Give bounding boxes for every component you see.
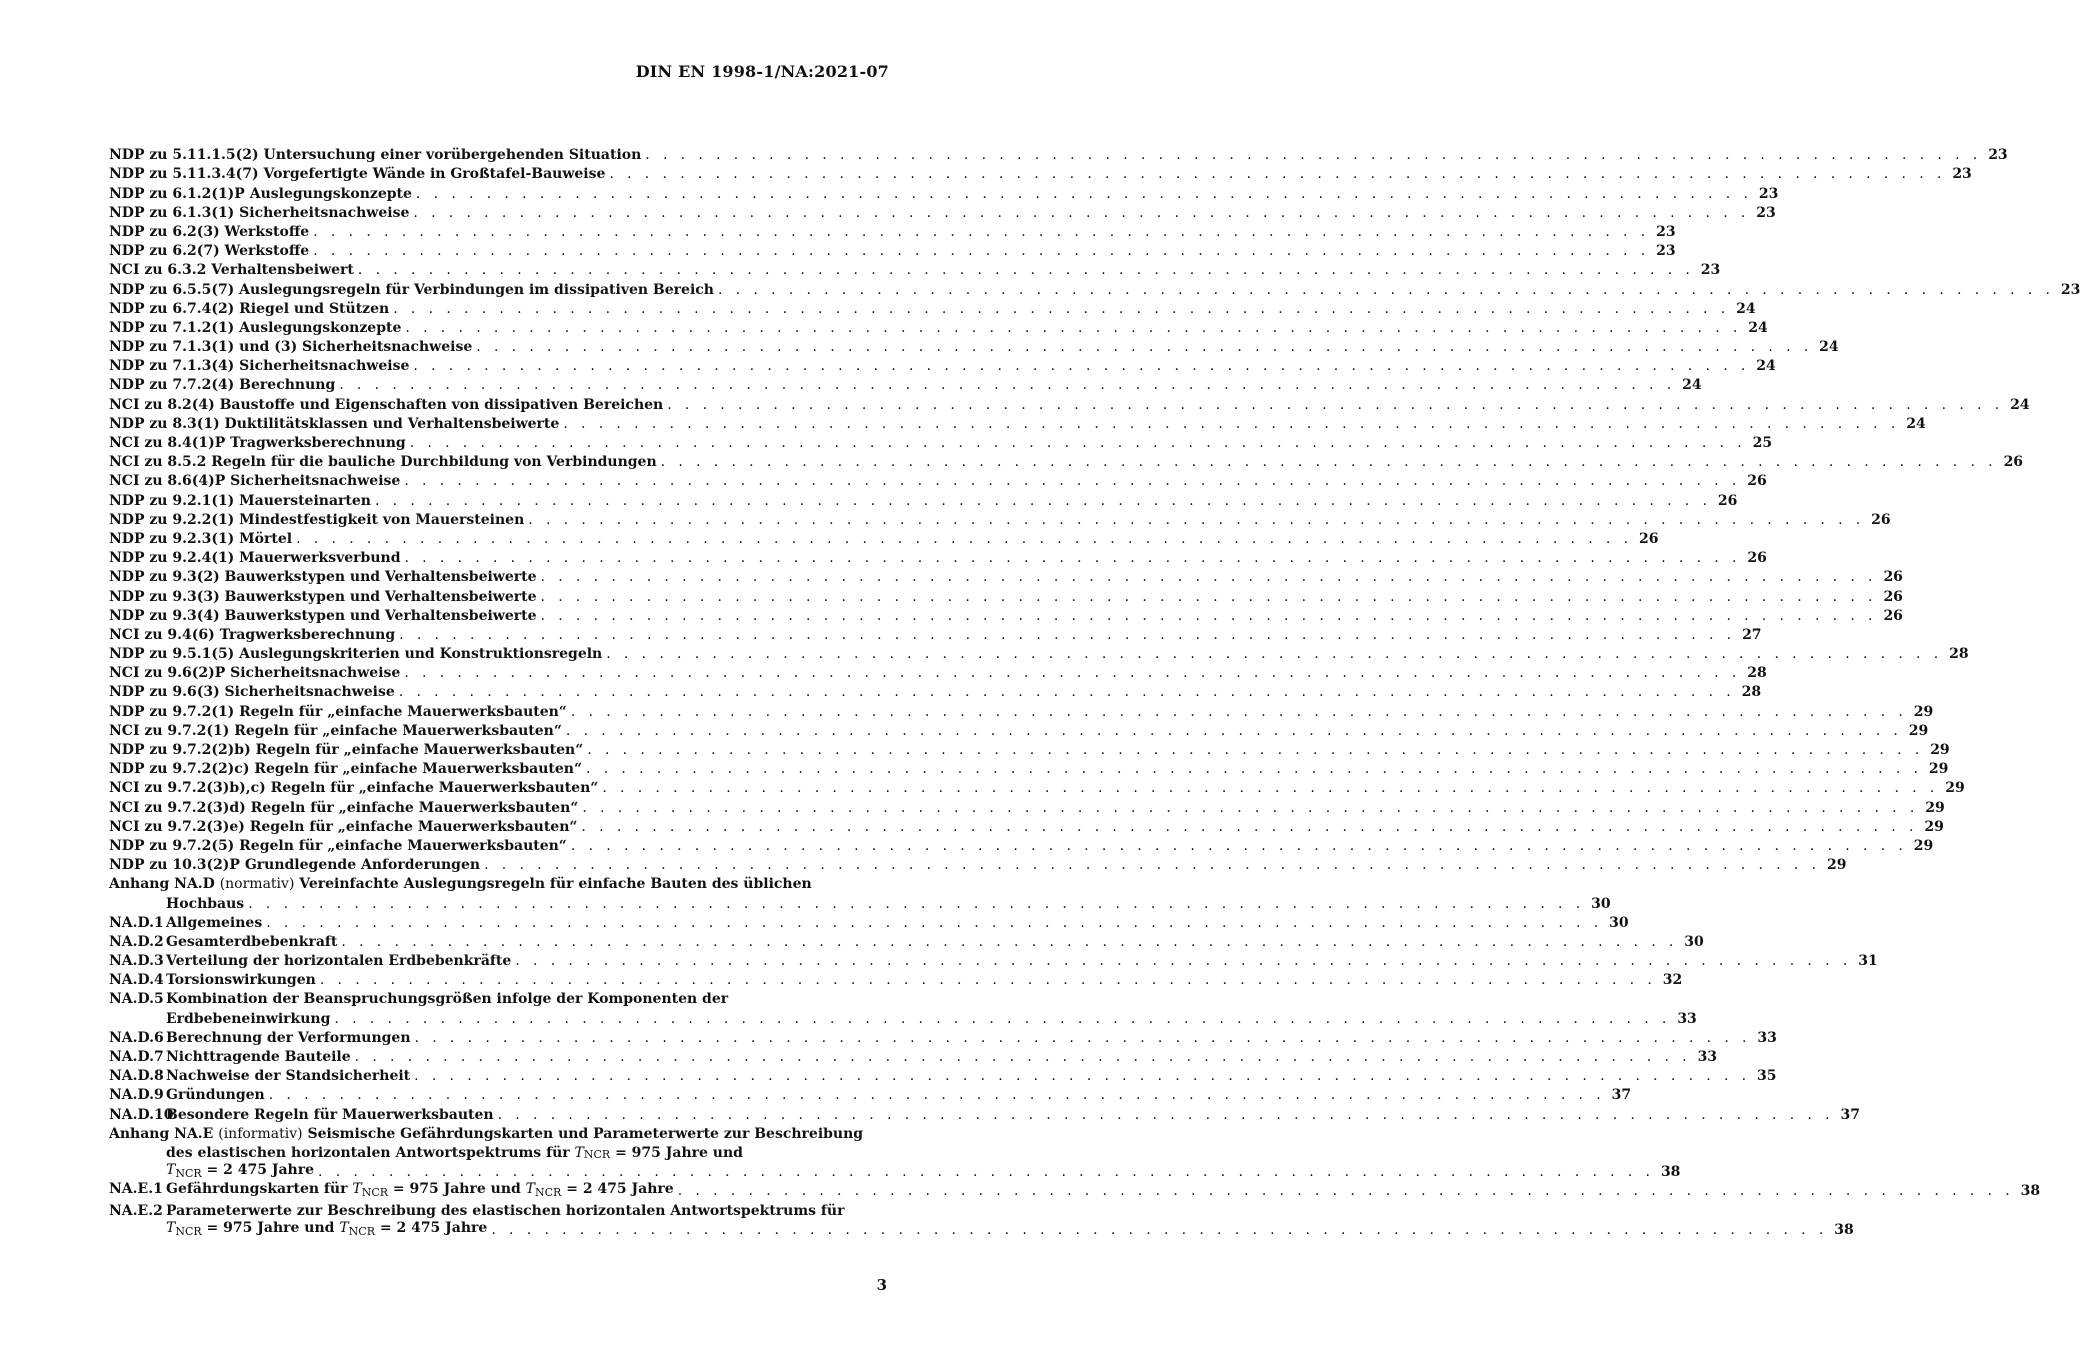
- toc-entry-label: NDP zu 9.2.2(1) Mindestfestigkeit von Mauersteinen: [109, 511, 525, 528]
- toc-entry[interactable]: [109, 1046, 1718, 1065]
- toc-entry-label: NDP zu 5.11.1.5(2) Untersuchung einer vorübergehenden Situation: [109, 147, 642, 164]
- toc-entry-text: Verteilung der horizontalen Erdbebenkräfte: [166, 953, 512, 970]
- toc-leader-dots: . . . . . . . . . . . . . . . . . . . . . . . . . . . . . . . . . . . . . . . . . . . . . . . . . . . . . . . . . . . . . . . . . . . . . . . . . . . .: [248, 895, 1585, 912]
- annex-kind: (normativ): [219, 876, 295, 893]
- symbol-subscript: NCR: [361, 1186, 389, 1200]
- toc-entry-label: NDP zu 6.2(3) Werkstoffe: [109, 223, 310, 240]
- symbol-t: T: [339, 1219, 349, 1236]
- toc-page-number: 24: [1819, 339, 1839, 356]
- toc-leader-dots: . . . . . . . . . . . . . . . . . . . . . . . . . . . . . . . . . . . . . . . . . . . . . . . . . . . . . . . . . . . . . . . . . . . . . . . . . . . .: [581, 818, 1918, 835]
- page-number: 3: [876, 1276, 887, 1294]
- toc-entry-nae2-line1: [109, 1199, 887, 1218]
- toc-leader-dots: . . . . . . . . . . . . . . . . . . . . . . . . . . . . . . . . . . . . . . . . . . . . . . . . . . . . . . . . . . . . . . . . . . . . . . . . . . . .: [563, 415, 1900, 432]
- document-header: DIN EN 1998-1/NA:2021-07: [635, 62, 889, 81]
- toc-leader-dots: . . . . . . . . . . . . . . . . . . . . . . . . . . . . . . . . . . . . . . . . . . . . . . . . . . . . . . . . . . . . . . . . . . . . . . . . . . . .: [602, 780, 1939, 797]
- toc-page-number: 28: [1741, 684, 1762, 701]
- toc-entry-label: NDP zu 9.2.4(1) Mauerwerksverbund: [109, 550, 401, 567]
- toc-entry[interactable]: [109, 317, 1768, 336]
- symbol-subscript: NCR: [535, 1186, 562, 1200]
- toc-leader-dots: . . . . . . . . . . . . . . . . . . . . . . . . . . . . . . . . . . . . . . . . . . . . . . . . . . . . . . . . . . . . . . . . . . . . . . . . . . . .: [296, 530, 1633, 547]
- toc-entry-number: NA.D.10: [109, 1106, 174, 1123]
- toc-page-number: 29: [1924, 818, 1944, 835]
- toc-entry-nad5-line1: [109, 988, 887, 1007]
- toc-entry-number: NA.D.5: [109, 991, 164, 1008]
- toc-entry[interactable]: [109, 528, 1659, 547]
- toc-page-number: 29: [1908, 722, 1929, 739]
- toc-leader-dots: . . . . . . . . . . . . . . . . . . . . . . . . . . . . . . . . . . . . . . . . . . . . . . . . . . . . . . . . . . . . . . . . . . . . . . . . . . . .: [565, 722, 1903, 739]
- toc-leader-dots: . . . . . . . . . . . . . . . . . . . . . . . . . . . . . . . . . . . . . . . . . . . . . . . . . . . . . . . . . . . . . . . . . . . . . . . . . . . .: [399, 626, 1736, 643]
- toc-entry-label: NDP zu 5.11.3.4(7) Vorgefertigte Wände in Großtafel-Bauweise: [109, 166, 606, 183]
- toc-leader-dots: . . . . . . . . . . . . . . . . . . . . . . . . . . . . . . . . . . . . . . . . . . . . . . . . . . . . . . . . . . . . . . . . . . . . . . . . . . . .: [582, 799, 1919, 816]
- toc-page-number: 35: [1757, 1068, 1777, 1085]
- toc-entry-label: NDP zu 7.1.3(4) Sicherheitsnachweise: [109, 358, 410, 375]
- toc-entry-number: NA.D.7: [109, 1049, 164, 1065]
- toc-page-number: 24: [1748, 319, 1768, 336]
- toc-page-number: 26: [1747, 473, 1767, 490]
- toc-entry-label: NDP zu 6.2(7) Werkstoffe: [109, 243, 310, 260]
- toc-entry-label: [166, 1220, 487, 1238]
- toc-entry-label: Erdbebeneinwirkung: [166, 1010, 331, 1027]
- toc-entry[interactable]: [109, 739, 1950, 758]
- toc-leader-dots: . . . . . . . . . . . . . . . . . . . . . . . . . . . . . . . . . . . . . . . . . . . . . . . . . . . . . . . . . . . . . . . . . . . . . . . . . . . .: [476, 339, 1813, 356]
- toc-leader-dots: . . . . . . . . . . . . . . . . . . . . . . . . . . . . . . . . . . . . . . . . . . . . . . . . . . . . . . . . . . . . . . . . . . . . . . . . . . . .: [354, 1049, 1692, 1065]
- annex-title-continuation: des elastischen horizontalen Antwortspektrums für: [166, 1144, 570, 1161]
- toc-leader-dots: . . . . . . . . . . . . . . . . . . . . . . . . . . . . . . . . . . . . . . . . . . . . . . . . . . . . . . . . . . . . . . . . . . . . . . . . . . . .: [405, 319, 1742, 336]
- toc-entry[interactable]: [109, 221, 1676, 240]
- toc-entry[interactable]: [109, 547, 1767, 567]
- toc-entry-number: NA.D.2: [109, 933, 164, 950]
- toc-entry[interactable]: [109, 1007, 1697, 1027]
- toc-leader-dots: . . . . . . . . . . . . . . . . . . . . . . . . . . . . . . . . . . . . . . . . . . . . . . . . . . . . . . . . . . . . . . . . . . . . . . . . . . . .: [268, 1087, 1606, 1104]
- toc-page-number: 24: [1736, 300, 1756, 317]
- toc-page-number: 28: [1747, 665, 1767, 682]
- toc-entry-number: NA.D.8: [109, 1068, 164, 1085]
- toc-page-number: 29: [1913, 837, 1934, 854]
- toc-entry-label: NCI zu 9.6(2)P Sicherheitsnachweise: [109, 665, 401, 682]
- toc-entry-number: NA.D.4: [109, 972, 164, 989]
- toc-page-number: 26: [1639, 530, 1659, 547]
- annex-d-items-b: [109, 1027, 1860, 1123]
- toc-entry-label: NCI zu 8.4(1)P Tragwerksberechnung: [109, 435, 406, 451]
- toc-entry[interactable]: [109, 566, 1903, 586]
- toc-leader-dots: . . . . . . . . . . . . . . . . . . . . . . . . . . . . . . . . . . . . . . . . . . . . . . . . . . . . . . . . . . . . . . . . . . . . . . . . . . . .: [409, 435, 1747, 451]
- toc-entry-label: [109, 953, 511, 969]
- toc-entry-label: NDP zu 9.2.3(1) Mörtel: [109, 530, 293, 547]
- toc-leader-dots: . . . . . . . . . . . . . . . . . . . . . . . . . . . . . . . . . . . . . . . . . . . . . . . . . . . . . . . . . . . . . . . . . . . . . . . . . . . .: [404, 550, 1741, 567]
- toc-leader-dots: . . . . . . . . . . . . . . . . . . . . . . . . . . . . . . . . . . . . . . . . . . . . . . . . . . . . . . . . . . . . . . . . . . . . . . . . . . . .: [667, 396, 2004, 413]
- toc-page-number: 29: [1913, 703, 1934, 720]
- toc-entry-label: [109, 1030, 411, 1046]
- toc-leader-dots: . . . . . . . . . . . . . . . . . . . . . . . . . . . . . . . . . . . . . . . . . . . . . . . . . . . . . . . . . . . . . . . . . . . . . . . . . . . .: [717, 281, 2055, 298]
- toc-leader-dots: . . . . . . . . . . . . . . . . . . . . . . . . . . . . . . . . . . . . . . . . . . . . . . . . . . . . . . . . . . . . . . . . . . . . . . . . . . . .: [540, 607, 1877, 624]
- toc-page-number: 23: [1656, 243, 1676, 260]
- toc-leader-dots: . . . . . . . . . . . . . . . . . . . . . . . . . . . . . . . . . . . . . . . . . . . . . . . . . . . . . . . . . . . . . . . . . . . . . . . . . . . .: [528, 511, 1865, 528]
- toc-leader-dots: . . . . . . . . . . . . . . . . . . . . . . . . . . . . . . . . . . . . . . . . . . . . . . . . . . . . . . . . . . . . . . . . . . . . . . . . . . . .: [313, 223, 1650, 240]
- toc-entry-number: NA.D.9: [109, 1087, 164, 1104]
- toc-page-number: 24: [2010, 396, 2030, 413]
- toc-entry-text: = 2 475 Jahre: [379, 1219, 488, 1236]
- toc-entry-label: NCI zu 6.3.2 Verhaltensbeiwert: [109, 262, 354, 279]
- toc-entry[interactable]: [109, 413, 1926, 432]
- toc-entry-number: NA.D.6: [109, 1029, 164, 1046]
- toc-entry-label: Hochbaus: [166, 895, 245, 912]
- toc-entry-label: [109, 1087, 265, 1103]
- toc-entry-label: NDP zu 8.3(1) Duktilitätsklassen und Verhaltensbeiwerte: [109, 415, 560, 432]
- toc-page-number: 23: [1988, 147, 2008, 164]
- toc-entry[interactable]: [109, 182, 1779, 202]
- toc-page-number: 23: [1700, 262, 1721, 279]
- toc-page-number: 37: [1611, 1087, 1632, 1104]
- toc-entry-label: [109, 915, 262, 931]
- toc-leader-dots: . . . . . . . . . . . . . . . . . . . . . . . . . . . . . . . . . . . . . . . . . . . . . . . . . . . . . . . . . . . . . . . . . . . . . . . . . . . .: [319, 972, 1657, 989]
- toc-entry[interactable]: [109, 912, 1629, 931]
- toc-page-number: 26: [1883, 588, 1903, 605]
- toc-entry[interactable]: [109, 816, 1944, 835]
- symbol-subscript: NCR: [175, 1224, 202, 1238]
- toc-leader-dots: . . . . . . . . . . . . . . . . . . . . . . . . . . . . . . . . . . . . . . . . . . . . . . . . . . . . . . . . . . . . . . . . . . . . . . . . . . . .: [645, 147, 1982, 164]
- toc-entry[interactable]: [109, 144, 2008, 164]
- toc-leader-dots: . . . . . . . . . . . . . . . . . . . . . . . . . . . . . . . . . . . . . . . . . . . . . . . . . . . . . . . . . . . . . . . . . . . . . . . . . . . .: [413, 204, 1750, 221]
- toc-entry-list: [109, 144, 2080, 874]
- toc-entry[interactable]: [109, 202, 1776, 221]
- toc-entry-text: Gründungen: [166, 1087, 265, 1104]
- toc-leader-dots: . . . . . . . . . . . . . . . . . . . . . . . . . . . . . . . . . . . . . . . . . . . . . . . . . . . . . . . . . . . . . . . . . . . . . . . . . . . .: [341, 933, 1678, 950]
- toc-leader-dots: . . . . . . . . . . . . . . . . . . . . . . . . . . . . . . . . . . . . . . . . . . . . . . . . . . . . . . . . . . . . . . . . . . . . . . . . . . . .: [313, 243, 1650, 260]
- toc-entry-label: NCI zu 9.7.2(3)d) Regeln für „einfache Mauerwerksbauten“: [109, 799, 579, 816]
- toc-entry[interactable]: [109, 585, 1903, 605]
- toc-page-number: 28: [1949, 646, 1969, 663]
- toc-leader-dots: . . . . . . . . . . . . . . . . . . . . . . . . . . . . . . . . . . . . . . . . . . . . . . . . . . . . . . . . . . . . . . . . . . . . . . . . . . . .: [660, 454, 1998, 471]
- annex-title-value: = 975 Jahre und: [615, 1144, 743, 1161]
- toc-leader-dots: . . . . . . . . . . . . . . . . . . . . . . . . . . . . . . . . . . . . . . . . . . . . . . . . . . . . . . . . . . . . . . . . . . . . . . . . . . . .: [334, 1010, 1671, 1027]
- toc-entry[interactable]: [109, 1103, 1860, 1123]
- toc-entry-label: NDP zu 6.7.4(2) Riegel und Stützen: [109, 300, 390, 317]
- toc-entry-text: Besondere Regeln für Mauerwerksbauten: [166, 1106, 494, 1123]
- toc-entry-label: NDP zu 6.1.2(1)P Auslegungskonzepte: [109, 185, 412, 202]
- toc-entry[interactable]: [109, 489, 1738, 509]
- annex-prefix: Anhang: [109, 1125, 170, 1142]
- toc-entry[interactable]: [109, 355, 1776, 375]
- table-of-contents: [109, 144, 2080, 1238]
- toc-leader-dots: . . . . . . . . . . . . . . . . . . . . . . . . . . . . . . . . . . . . . . . . . . . . . . . . . . . . . . . . . . . . . . . . . . . . . . . . . . . .: [404, 665, 1741, 682]
- toc-leader-dots: . . . . . . . . . . . . . . . . . . . . . . . . . . . . . . . . . . . . . . . . . . . . . . . . . . . . . . . . . . . . . . . . . . . . . . . . . . . .: [677, 1183, 2015, 1200]
- toc-entry-label: NDP zu 9.5.1(5) Auslegungskriterien und Konstruktionsregeln: [109, 646, 603, 663]
- toc-page-number: 38: [1660, 1164, 1681, 1181]
- toc-entry-label: NDP zu 9.7.2(2)b) Regeln für „einfache Mauerwerksbauten“: [109, 742, 584, 758]
- toc-page-number: 37: [1840, 1106, 1860, 1123]
- toc-entry-text: Allgemeines: [166, 914, 263, 931]
- toc-leader-dots: . . . . . . . . . . . . . . . . . . . . . . . . . . . . . . . . . . . . . . . . . . . . . . . . . . . . . . . . . . . . . . . . . . . . . . . . . . . .: [414, 1068, 1751, 1085]
- toc-entry-text: Torsionswirkungen: [166, 972, 316, 989]
- toc-page-number: 26: [1871, 511, 1891, 528]
- toc-entry[interactable]: [109, 854, 1847, 874]
- toc-leader-dots: . . . . . . . . . . . . . . . . . . . . . . . . . . . . . . . . . . . . . . . . . . . . . . . . . . . . . . . . . . . . . . . . . . . . . . . . . . . .: [398, 684, 1736, 701]
- toc-entry-text: Nachweise der Standsicherheit: [166, 1068, 411, 1085]
- toc-leader-dots: . . . . . . . . . . . . . . . . . . . . . . . . . . . . . . . . . . . . . . . . . . . . . . . . . . . . . . . . . . . . . . . . . . . . . . . . . . . .: [570, 837, 1908, 854]
- toc-entry-text: = 975 Jahre und: [206, 1219, 335, 1236]
- toc-entry-label: NCI zu 9.4(6) Tragwerksberechnung: [109, 626, 396, 643]
- annex-e-title-line2: [109, 1142, 887, 1161]
- toc-leader-dots: . . . . . . . . . . . . . . . . . . . . . . . . . . . . . . . . . . . . . . . . . . . . . . . . . . . . . . . . . . . . . . . . . . . . . . . . . . . .: [570, 703, 1908, 720]
- toc-entry-label: NCI zu 8.5.2 Regeln für die bauliche Durchbildung von Verbindungen: [109, 454, 657, 471]
- toc-page-number: 24: [1906, 415, 1926, 432]
- toc-leader-dots: . . . . . . . . . . . . . . . . . . . . . . . . . . . . . . . . . . . . . . . . . . . . . . . . . . . . . . . . . . . . . . . . . . . . . . . . . . . .: [357, 262, 1695, 279]
- toc-page-number: 29: [1945, 780, 1965, 797]
- toc-page-number: 25: [1752, 435, 1773, 451]
- toc-entry[interactable]: [109, 240, 1676, 260]
- toc-page-number: 38: [1834, 1221, 1854, 1238]
- symbol-subscript: NCR: [175, 1167, 202, 1181]
- toc-entry-label: Parameterwerte zur Beschreibung des elastischen horizontalen Antwortspektrums für: [166, 1202, 845, 1219]
- toc-page-number: 30: [1591, 895, 1611, 912]
- toc-entry[interactable]: [109, 298, 1756, 317]
- toc-entry[interactable]: [109, 605, 1903, 624]
- toc-entry[interactable]: [109, 1161, 1681, 1181]
- toc-page-number: 23: [1952, 166, 1972, 183]
- annex-d-heading: [109, 873, 887, 892]
- symbol-t: T: [525, 1181, 536, 1198]
- toc-leader-dots: . . . . . . . . . . . . . . . . . . . . . . . . . . . . . . . . . . . . . . . . . . . . . . . . . . . . . . . . . . . . . . . . . . . . . . . . . . . .: [540, 588, 1877, 605]
- annex-title-value: = 2 475 Jahre: [206, 1162, 315, 1179]
- toc-page-number: 24: [1682, 377, 1702, 394]
- annex-code: NA.E: [174, 1125, 214, 1142]
- toc-page-number: 29: [1928, 761, 1949, 778]
- toc-entry-label: NDP zu 9.7.2(2)c) Regeln für „einfache Mauerwerksbauten“: [109, 761, 583, 778]
- toc-entry[interactable]: [109, 624, 1762, 643]
- toc-leader-dots: . . . . . . . . . . . . . . . . . . . . . . . . . . . . . . . . . . . . . . . . . . . . . . . . . . . . . . . . . . . . . . . . . . . . . . . . . . . .: [414, 1029, 1751, 1046]
- toc-entry[interactable]: [109, 777, 1965, 797]
- toc-page-number: 26: [1883, 569, 1903, 586]
- toc-entry-text: Berechnung der Verformungen: [166, 1029, 411, 1046]
- toc-entry-label: NDP zu 7.7.2(4) Berechnung: [109, 377, 336, 394]
- toc-entry-number: NA.E.1: [109, 1181, 163, 1198]
- toc-entry[interactable]: [109, 662, 1767, 682]
- toc-entry[interactable]: [109, 432, 1773, 451]
- toc-page-number: 32: [1662, 972, 1683, 989]
- toc-entry-label: NDP zu 6.1.3(1) Sicherheitsnachweise: [109, 204, 410, 221]
- toc-leader-dots: . . . . . . . . . . . . . . . . . . . . . . . . . . . . . . . . . . . . . . . . . . . . . . . . . . . . . . . . . . . . . . . . . . . . . . . . . . . .: [497, 1106, 1834, 1123]
- toc-page-number: 24: [1756, 358, 1776, 375]
- toc-entry-text: = 975 Jahre und: [392, 1181, 521, 1198]
- toc-entry-label: NDP zu 7.1.2(1) Auslegungskonzepte: [109, 319, 402, 336]
- toc-entry-label: [109, 1181, 674, 1199]
- toc-entry[interactable]: [109, 509, 1891, 528]
- toc-entry[interactable]: [109, 931, 1704, 950]
- toc-entry[interactable]: [109, 1065, 1777, 1085]
- toc-page-number: 23: [1758, 185, 1779, 202]
- toc-page-number: 33: [1677, 1010, 1697, 1027]
- toc-entry[interactable]: [109, 336, 1839, 356]
- toc-entry-label: NDP zu 6.5.5(7) Auslegungsregeln für Verbindungen im dissipativen Bereich: [109, 281, 714, 298]
- symbol-t: T: [352, 1181, 362, 1198]
- toc-entry-label: [109, 1049, 351, 1065]
- toc-leader-dots: . . . . . . . . . . . . . . . . . . . . . . . . . . . . . . . . . . . . . . . . . . . . . . . . . . . . . . . . . . . . . . . . . . . . . . . . . . . .: [266, 914, 1603, 931]
- toc-leader-dots: . . . . . . . . . . . . . . . . . . . . . . . . . . . . . . . . . . . . . . . . . . . . . . . . . . . . . . . . . . . . . . . . . . . . . . . . . . . .: [609, 166, 1946, 183]
- toc-entry[interactable]: [109, 374, 1702, 394]
- toc-entry-label: NDP zu 9.7.2(1) Regeln für „einfache Mauerwerksbauten“: [109, 703, 567, 720]
- toc-page-number: 33: [1757, 1029, 1777, 1046]
- toc-page-number: 26: [1883, 607, 1903, 624]
- toc-leader-dots: . . . . . . . . . . . . . . . . . . . . . . . . . . . . . . . . . . . . . . . . . . . . . . . . . . . . . . . . . . . . . . . . . . . . . . . . . . . .: [587, 742, 1924, 758]
- toc-entry[interactable]: [109, 681, 1762, 701]
- symbol-t: T: [166, 1219, 176, 1236]
- toc-page-number: 26: [1747, 550, 1767, 567]
- toc-leader-dots: . . . . . . . . . . . . . . . . . . . . . . . . . . . . . . . . . . . . . . . . . . . . . . . . . . . . . . . . . . . . . . . . . . . . . . . . . . . .: [339, 377, 1676, 394]
- toc-page-number: 33: [1697, 1049, 1718, 1065]
- annex-title: Vereinfachte Auslegungsregeln für einfache Bauten des üblichen: [299, 876, 812, 893]
- toc-leader-dots: . . . . . . . . . . . . . . . . . . . . . . . . . . . . . . . . . . . . . . . . . . . . . . . . . . . . . . . . . . . . . . . . . . . . . . . . . . . .: [415, 185, 1753, 202]
- toc-page-number: 23: [2060, 281, 2080, 298]
- toc-entry-label: [109, 972, 316, 988]
- toc-entry-label: [109, 1068, 410, 1084]
- toc-leader-dots: . . . . . . . . . . . . . . . . . . . . . . . . . . . . . . . . . . . . . . . . . . . . . . . . . . . . . . . . . . . . . . . . . . . . . . . . . . . .: [586, 761, 1923, 778]
- toc-entry-label: NDP zu 10.3(2)P Grundlegende Anforderungen: [109, 857, 481, 874]
- toc-entry-number: NA.D.1: [109, 914, 164, 931]
- toc-entry-label: NDP zu 9.3(3) Bauwerkstypen und Verhaltensbeiwerte: [109, 588, 537, 605]
- toc-entry[interactable]: [109, 758, 1949, 778]
- toc-leader-dots: . . . . . . . . . . . . . . . . . . . . . . . . . . . . . . . . . . . . . . . . . . . . . . . . . . . . . . . . . . . . . . . . . . . . . . . . . . . .: [413, 358, 1750, 375]
- toc-page-number: 26: [1717, 492, 1738, 509]
- toc-entry-number: NA.E.2: [109, 1202, 163, 1219]
- toc-entry-label: NDP zu 7.1.3(1) und (3) Sicherheitsnachweise: [109, 339, 473, 356]
- toc-entry-label: Kombination der Beanspruchungsgrößen infolge der Komponenten der: [166, 991, 729, 1008]
- toc-entry[interactable]: [109, 796, 1945, 816]
- toc-leader-dots: . . . . . . . . . . . . . . . . . . . . . . . . . . . . . . . . . . . . . . . . . . . . . . . . . . . . . . . . . . . . . . . . . . . . . . . . . . . .: [374, 492, 1712, 509]
- toc-entry-label: [166, 1162, 314, 1180]
- toc-entry-number: NA.D.3: [109, 953, 164, 970]
- toc-page-number: 30: [1609, 914, 1629, 931]
- toc-entry-text: = 2 475 Jahre: [566, 1181, 674, 1198]
- toc-page-number: 31: [1858, 953, 1878, 970]
- toc-entry-text: Gefährdungskarten für: [166, 1181, 348, 1198]
- toc-leader-dots: . . . . . . . . . . . . . . . . . . . . . . . . . . . . . . . . . . . . . . . . . . . . . . . . . . . . . . . . . . . . . . . . . . . . . . . . . . . .: [393, 300, 1730, 317]
- symbol-subscript: NCR: [348, 1224, 375, 1238]
- toc-leader-dots: . . . . . . . . . . . . . . . . . . . . . . . . . . . . . . . . . . . . . . . . . . . . . . . . . . . . . . . . . . . . . . . . . . . . . . . . . . . .: [404, 473, 1741, 490]
- toc-page-number: 23: [1656, 223, 1676, 240]
- toc-entry-label: NDP zu 9.3(4) Bauwerkstypen und Verhaltensbeiwerte: [109, 607, 537, 624]
- toc-entry[interactable]: [109, 470, 1767, 490]
- annex-kind: (informativ): [218, 1125, 303, 1142]
- toc-page-number: 29: [1826, 857, 1847, 874]
- toc-entry-label: NDP zu 9.2.1(1) Mauersteinarten: [109, 492, 371, 509]
- toc-entry[interactable]: [109, 643, 1969, 663]
- toc-entry[interactable]: [109, 163, 1972, 183]
- toc-page-number: 26: [2003, 454, 2024, 471]
- toc-entry[interactable]: [109, 1180, 2041, 1200]
- toc-entry-label: NCI zu 9.7.2(3)e) Regeln für „einfache Mauerwerksbauten“: [109, 818, 578, 835]
- annex-prefix: Anhang: [109, 876, 170, 893]
- toc-entry[interactable]: [109, 1027, 1777, 1046]
- toc-entry[interactable]: [109, 451, 2024, 471]
- toc-entry[interactable]: [109, 969, 1683, 989]
- toc-entry-label: NDP zu 9.6(3) Sicherheitsnachweise: [109, 684, 395, 701]
- toc-leader-dots: . . . . . . . . . . . . . . . . . . . . . . . . . . . . . . . . . . . . . . . . . . . . . . . . . . . . . . . . . . . . . . . . . . . . . . . . . . . .: [484, 857, 1821, 874]
- toc-leader-dots: . . . . . . . . . . . . . . . . . . . . . . . . . . . . . . . . . . . . . . . . . . . . . . . . . . . . . . . . . . . . . . . . . . . . . . . . . . . .: [540, 569, 1877, 586]
- toc-entry-label: NCI zu 8.6(4)P Sicherheitsnachweise: [109, 473, 401, 490]
- toc-page-number: 38: [2020, 1183, 2041, 1200]
- symbol-t: T: [574, 1144, 584, 1161]
- toc-leader-dots: . . . . . . . . . . . . . . . . . . . . . . . . . . . . . . . . . . . . . . . . . . . . . . . . . . . . . . . . . . . . . . . . . . . . . . . . . . . .: [606, 646, 1943, 663]
- toc-entry-label: NCI zu 9.7.2(1) Regeln für „einfache Mauerwerksbauten“: [109, 722, 562, 739]
- annex-code: NA.D: [174, 876, 215, 893]
- toc-entry-label: NCI zu 9.7.2(3)b),c) Regeln für „einfache Mauerwerksbauten“: [109, 780, 599, 797]
- toc-entry[interactable]: [109, 892, 1611, 912]
- annex-title: Seismische Gefährdungskarten und Parameterwerte zur Beschreibung: [307, 1125, 864, 1142]
- toc-entry[interactable]: [109, 950, 1878, 970]
- toc-entry[interactable]: [109, 259, 1721, 279]
- toc-entry[interactable]: [109, 720, 1929, 739]
- toc-entry-text: Gesamterdbebenkraft: [166, 933, 338, 950]
- symbol-subscript: NCR: [583, 1147, 611, 1161]
- toc-entry-label: NCI zu 8.2(4) Baustoffe und Eigenschaften von dissipativen Bereichen: [109, 396, 664, 413]
- toc-page-number: 29: [1930, 742, 1950, 758]
- annex-e-heading: [109, 1123, 887, 1142]
- toc-page-number: 23: [1756, 204, 1776, 221]
- toc-entry[interactable]: [109, 700, 1934, 720]
- toc-leader-dots: . . . . . . . . . . . . . . . . . . . . . . . . . . . . . . . . . . . . . . . . . . . . . . . . . . . . . . . . . . . . . . . . . . . . . . . . . . . .: [515, 953, 1852, 970]
- toc-page-number: 27: [1742, 626, 1762, 643]
- toc-page-number: 30: [1684, 933, 1704, 950]
- toc-entry[interactable]: [109, 393, 2030, 413]
- toc-page-number: 29: [1925, 799, 1945, 816]
- toc-entry[interactable]: [109, 835, 1934, 854]
- toc-leader-dots: . . . . . . . . . . . . . . . . . . . . . . . . . . . . . . . . . . . . . . . . . . . . . . . . . . . . . . . . . . . . . . . . . . . . . . . . . . . .: [318, 1164, 1655, 1181]
- toc-entry-text: Nichttragende Bauteile: [166, 1049, 351, 1065]
- toc-entry-label: [109, 934, 337, 950]
- toc-entry[interactable]: [109, 278, 2080, 298]
- toc-entry-label: NDP zu 9.7.2(5) Regeln für „einfache Mauerwerksbauten“: [109, 837, 567, 854]
- toc-entry-label: NDP zu 9.3(2) Bauwerkstypen und Verhaltensbeiwerte: [109, 569, 537, 586]
- symbol-t: T: [166, 1162, 176, 1179]
- toc-leader-dots: . . . . . . . . . . . . . . . . . . . . . . . . . . . . . . . . . . . . . . . . . . . . . . . . . . . . . . . . . . . . . . . . . . . . . . . . . . . .: [491, 1221, 1828, 1238]
- toc-entry-label: [109, 1107, 494, 1123]
- annex-d-items: [109, 912, 1878, 989]
- toc-entry[interactable]: [109, 1084, 1632, 1104]
- toc-entry[interactable]: [109, 1219, 1854, 1238]
